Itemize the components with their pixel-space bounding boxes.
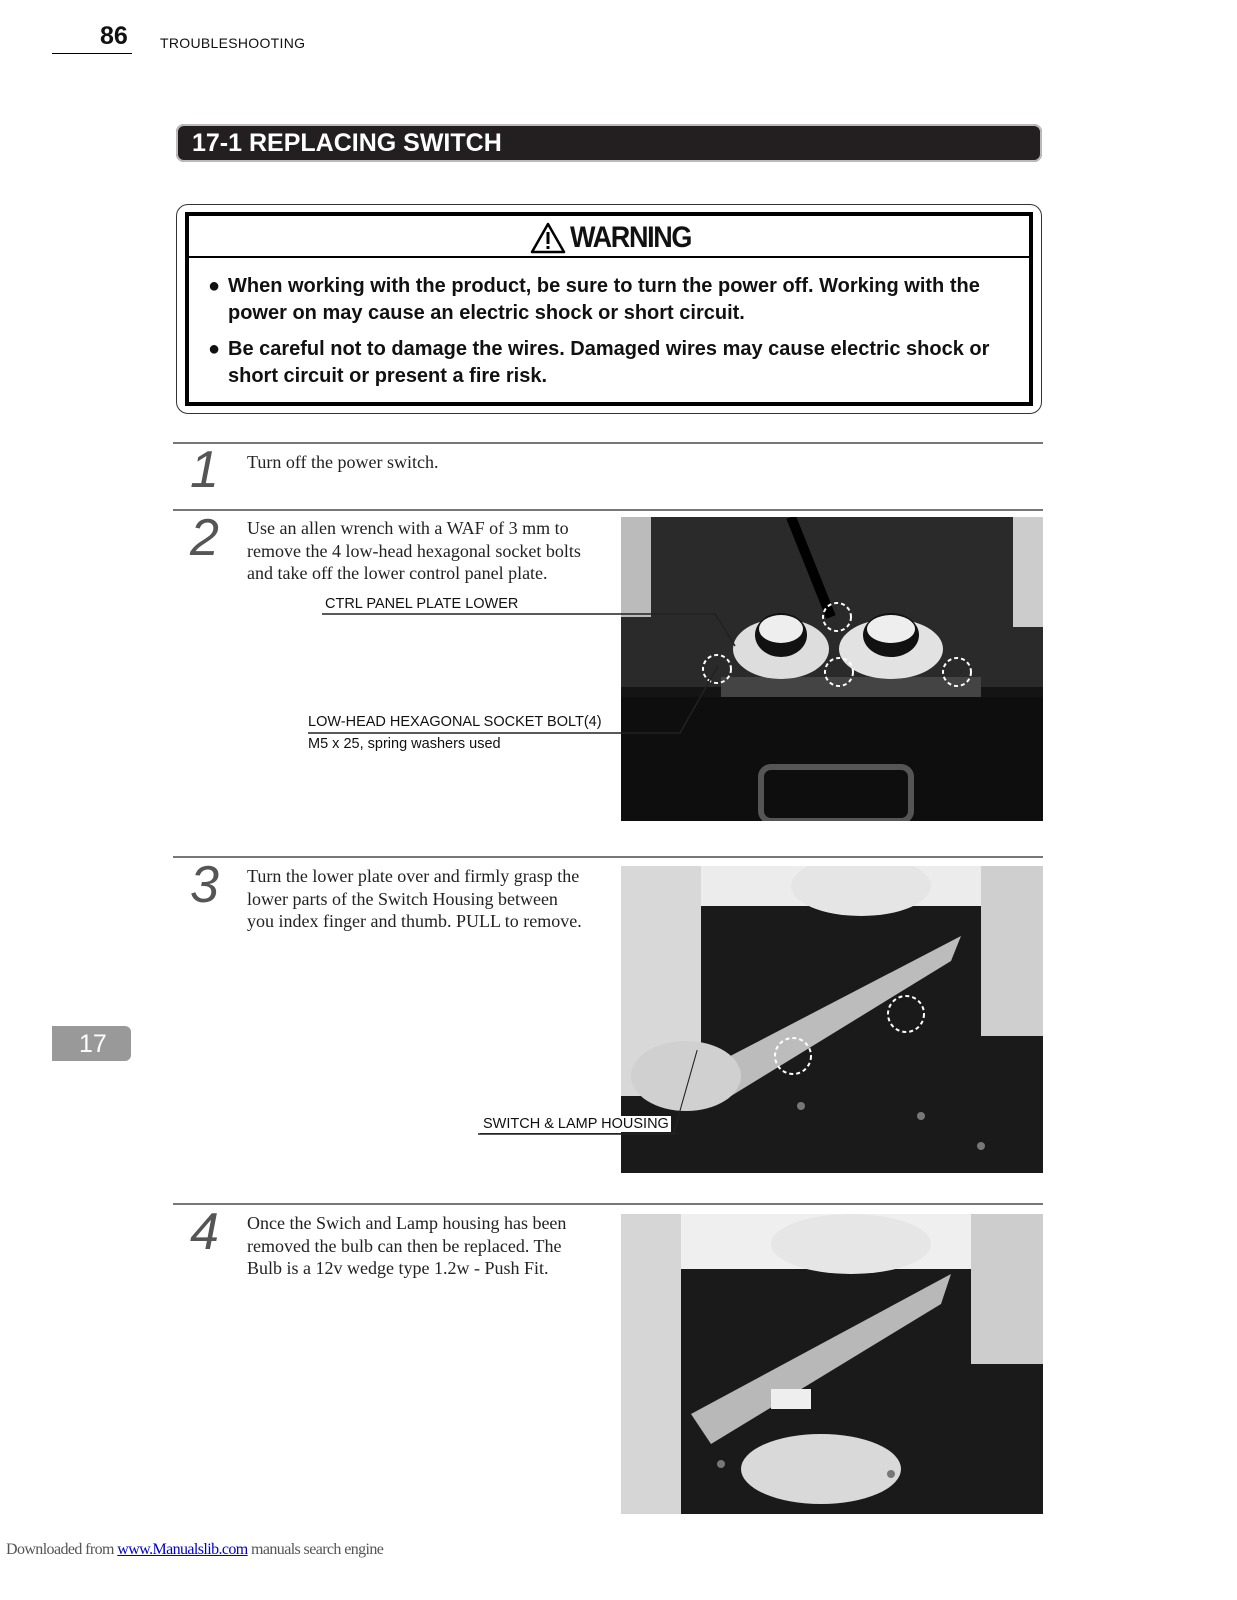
step-number: 1: [190, 441, 219, 499]
step-number: 3: [190, 856, 219, 914]
section-title-bar: [176, 124, 1042, 162]
section-name: TROUBLESHOOTING: [160, 35, 306, 51]
warning-heading: [530, 220, 705, 256]
callout-sublabel: M5 x 25, spring washers used: [308, 736, 501, 752]
step-number: 4: [190, 1203, 219, 1261]
warning-bullet: ● Be careful not to damage the wires. Damaged wires may cause electric shock or short circuit or present a fire risk.: [208, 338, 990, 387]
chapter-tab: [52, 1026, 131, 1061]
manualslib-link[interactable]: www.Manualslib.com: [117, 1541, 248, 1558]
warning-bullet: ● When working with the product, be sure to turn the power off. Working with the power on may cause an electric shock or short circuit.: [208, 275, 980, 324]
bulb-replacement-photo: [621, 1214, 1043, 1514]
section-title: 17-1 REPLACING SWITCH: [192, 129, 502, 157]
step-number: 2: [190, 509, 219, 567]
warning-divider: [185, 256, 1033, 258]
warning-triangle-icon: [530, 222, 566, 254]
step-text: Once the Swich and Lamp housing has been removed the bulb can then be replaced. The Bulb is a 12v wedge type 1.2w - Push Fit.: [247, 1213, 567, 1278]
page-number-rule: [52, 53, 132, 54]
step-text: Use an allen wrench with a WAF of 3 mm to remove the 4 low-head hexagonal socket bolts and take off the lower control panel plate.: [247, 518, 581, 583]
bullet-icon: ●: [208, 338, 221, 360]
step-text: Turn the lower plate over and firmly grasp the lower parts of the Switch Housing between you index finger and thumb. PULL to remove.: [247, 866, 582, 931]
chapter-tab-number: 17: [79, 1030, 107, 1058]
step-text: Turn off the power switch.: [247, 452, 439, 472]
page-number: 86: [100, 22, 128, 50]
warning-heading-text: WARNING: [570, 221, 692, 254]
callout-label: LOW-HEAD HEXAGONAL SOCKET BOLT(4): [308, 714, 602, 730]
callout-label: CTRL PANEL PLATE LOWER: [325, 596, 519, 612]
step-divider: [173, 856, 1043, 858]
step-divider: [173, 1203, 1043, 1205]
footer: Downloaded from www.Manualslib.com manuals search engine: [6, 1541, 384, 1558]
callout-underline: [480, 1133, 679, 1134]
bullet-icon: ●: [208, 275, 221, 297]
step-divider: [173, 442, 1043, 444]
callout-label: SWITCH & LAMP HOUSING: [483, 1116, 669, 1132]
step-divider: [173, 509, 1043, 511]
